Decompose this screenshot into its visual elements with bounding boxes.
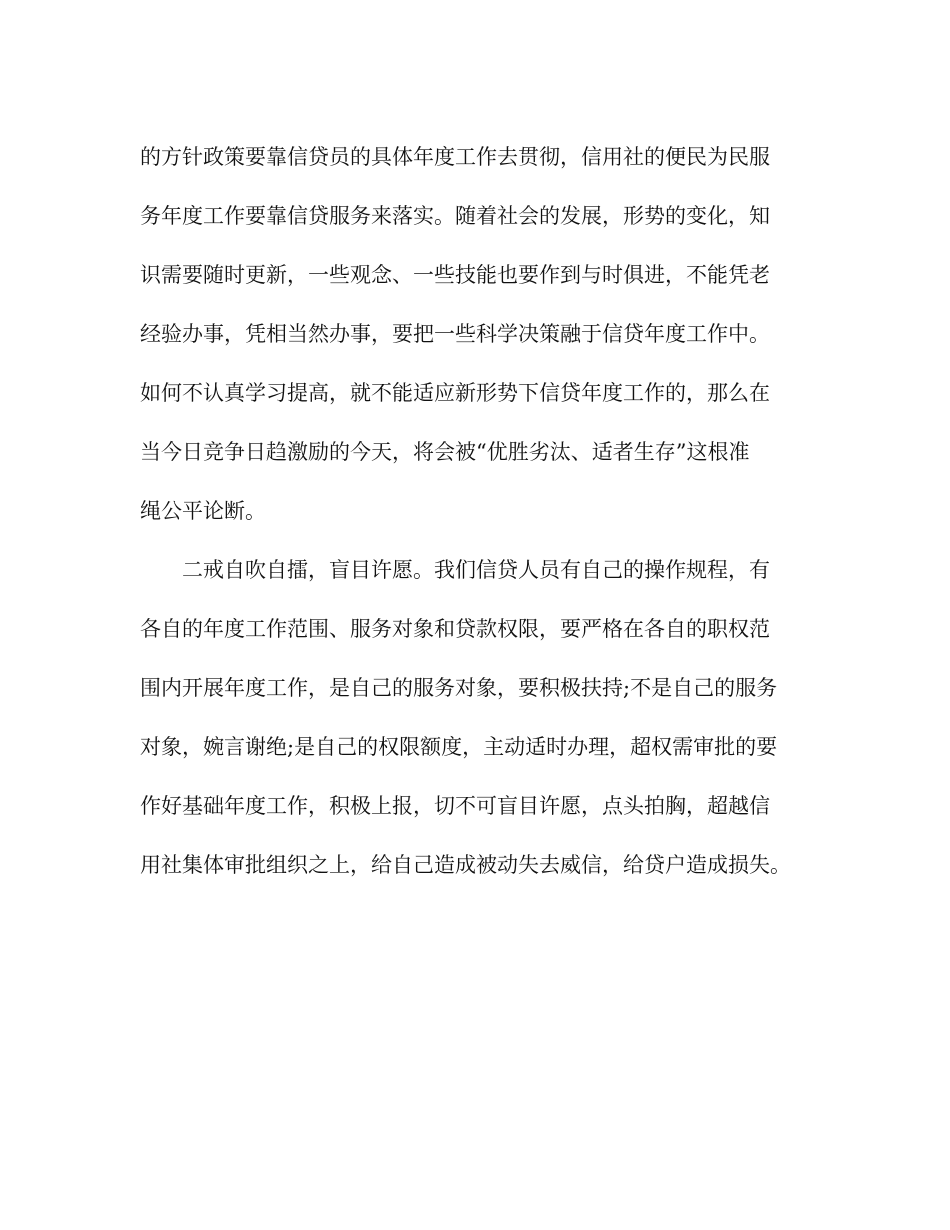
paragraph-line: 用社集体审批组织之上，给自己造成被动失去威信，给贷户造成损失。: [140, 853, 791, 877]
document-body: [140, 134, 812, 901]
paragraph-line: 当今日竞争日趋激励的今天，将会被“优胜劣汰、适者生存”这根准: [140, 440, 750, 464]
paragraph-1: [140, 134, 812, 547]
paragraph-line: 的方针政策要靠信贷员的具体年度工作去贯彻，信用社的便民为民服: [140, 145, 770, 169]
paragraph-line: 二戒自吹自擂，盲目许愿。我们信贷人员有自己的操作规程，有: [182, 558, 770, 582]
paragraph-line: 经验办事，凭相当然办事，要把一些科学决策融于信贷年度工作中。: [140, 322, 770, 346]
paragraph-2: [140, 547, 812, 901]
paragraph-line: 围内开展年度工作，是自己的服务对象，要积极扶持;不是自己的服务: [140, 676, 778, 700]
paragraph-line: 绳公平论断。: [140, 499, 266, 523]
paragraph-line: 识需要随时更新，一些观念、一些技能也要作到与时俱进，不能凭老: [140, 263, 770, 287]
paragraph-line: 各自的年度工作范围、服务对象和贷款权限，要严格在各自的职权范: [140, 617, 770, 641]
paragraph-line: 如何不认真学习提高，就不能适应新形势下信贷年度工作的，那么在: [140, 381, 770, 405]
paragraph-line: 对象，婉言谢绝;是自己的权限额度，主动适时办理，超权需审批的要: [140, 735, 778, 759]
paragraph-line: 作好基础年度工作，积极上报，切不可盲目许愿，点头拍胸，超越信: [140, 794, 770, 818]
paragraph-line: 务年度工作要靠信贷服务来落实。随着社会的发展，形势的变化，知: [140, 204, 770, 228]
